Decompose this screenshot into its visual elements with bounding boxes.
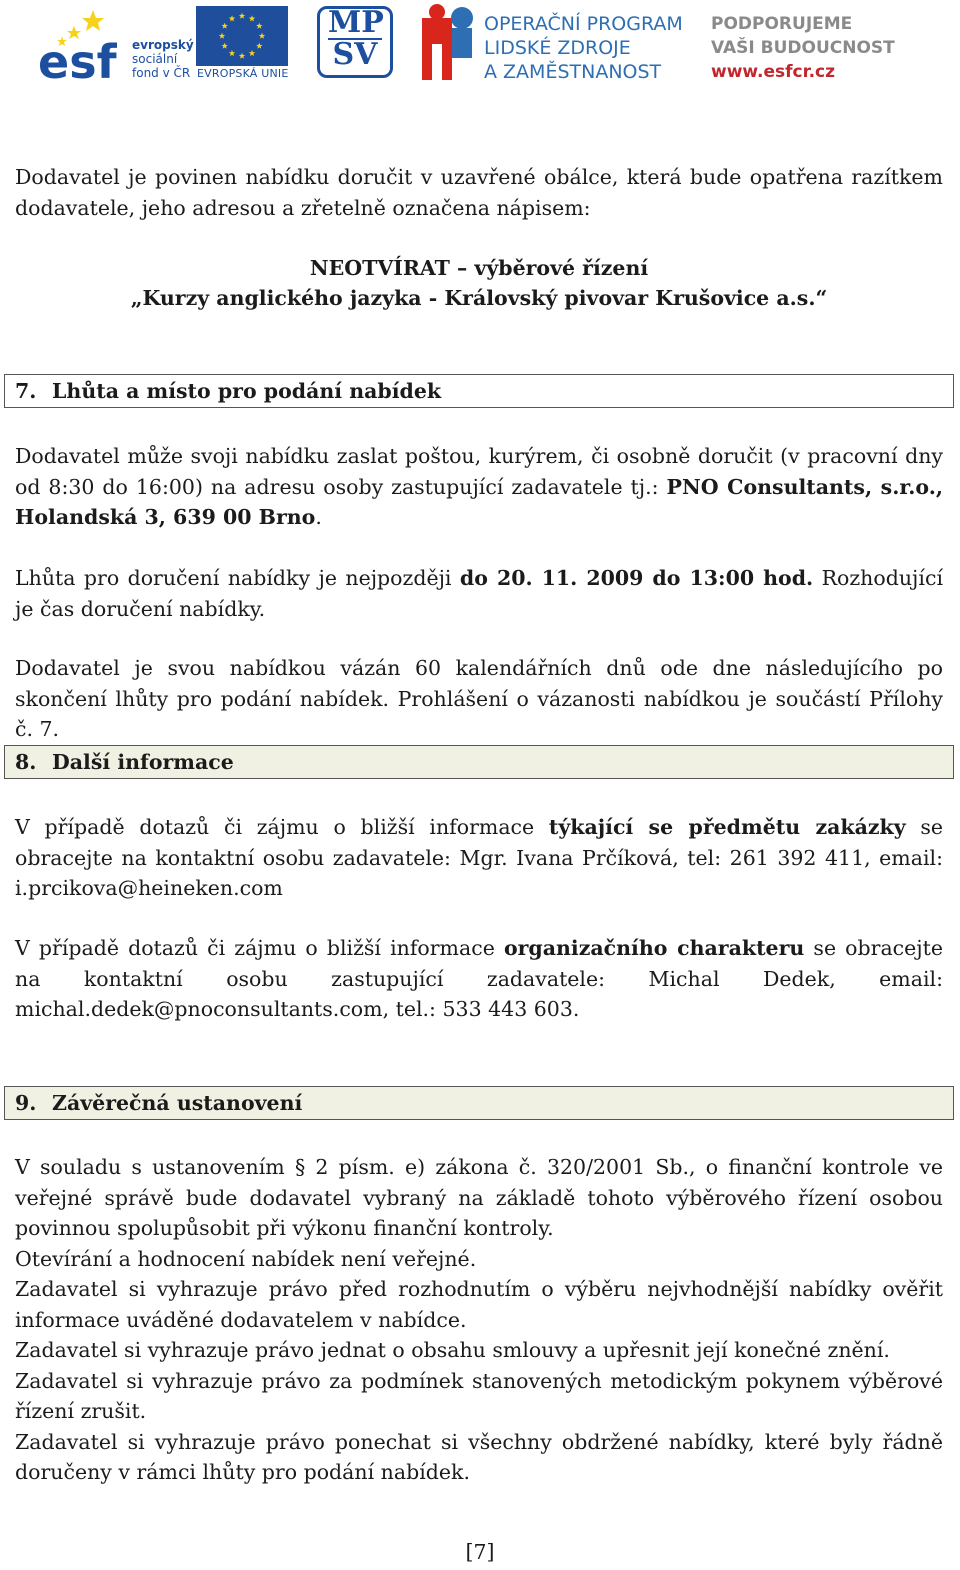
paragraph-text: Lhůta pro doručení nabídky je nejpozději (15, 566, 460, 590)
paragraph-text: Dodavatel může svoji nabídku zaslat poštou, kurýrem, či osobně doručit (v pracovní dny od 8:30 do 16:00) na adresu osoby zastupující zadavatele tj.: (15, 444, 943, 499)
section-number: 7. (15, 379, 37, 403)
section-title: Závěrečná ustanovení (52, 1091, 303, 1115)
support-url-link[interactable]: www.esfcr.cz (711, 62, 835, 82)
section-7-paragraph-1 (15, 441, 943, 533)
provision-paragraph: V souladu s ustanovením § 2 písm. e) zákona č. 320/2001 Sb., o finanční kontrole ve veřejné správě bude dodavatel vybraný na základě tohoto výběrového řízení osobou povinnou spolupůsobit při výkonu finanční kontroly. (15, 1155, 943, 1240)
op-lzz-caption-line: OPERAČNÍ PROGRAM (484, 13, 683, 35)
envelope-mark-line1: NEOTVÍRAT – výběrové řízení (309, 256, 649, 280)
support-slogan-line: VAŠI BUDOUCNOST (711, 38, 895, 58)
support-slogan-line: PODPORUJEME (711, 14, 853, 34)
paragraph-text: V případě dotazů či zájmu o bližší informace (15, 936, 504, 960)
header-logos (0, 0, 960, 100)
esf-logo-icon (38, 6, 128, 80)
intro-paragraph: Dodavatel je povinen nabídku doručit v uzavřené obálce, která bude opatřena razítkem dodavatele, jeho adresou a zřetelně označena nápisem: (15, 165, 943, 220)
section-number: 8. (15, 750, 37, 774)
eu-caption: EVROPSKÁ UNIE (197, 67, 289, 80)
provision-paragraph: Zadavatel si vyhrazuje právo jednat o obsahu smlouvy a upřesnit její konečné znění. (15, 1338, 890, 1362)
provision-paragraph: Otevírání a hodnocení nabídek není veřejné. (15, 1246, 477, 1271)
mpsv-logo-top: MP (328, 5, 384, 40)
section-7-heading (4, 374, 954, 408)
support-slogan (711, 12, 895, 84)
esf-caption-line: evropský (132, 38, 194, 52)
provision-paragraph: Zadavatel si vyhrazuje právo před rozhodnutím o výběru nejvhodnější nabídky ověřit informace uváděné dodavatelem v nabídce. (15, 1277, 943, 1332)
section-9-heading (4, 1086, 954, 1120)
esf-caption-line: sociální (132, 52, 178, 66)
op-lzz-caption-line: A ZAMĚSTNANOST (484, 61, 662, 83)
op-lzz-caption (484, 12, 683, 84)
section-8-paragraph-1 (15, 812, 943, 904)
svg-text:esf: esf (38, 35, 117, 80)
mpsv-logo-bottom: SV (332, 37, 378, 72)
provision-paragraph: Zadavatel si vyhrazuje právo ponechat si všechny obdržené nabídky, které byly řádně doručeny v rámci lhůty pro podání nabídek. (15, 1429, 943, 1484)
delivery-address: PNO Consultants, s.r.o., Holandská 3, 639 00 Brno (15, 474, 943, 529)
esf-caption-line: fond v ČR (132, 66, 191, 80)
page-number: [7] (465, 1540, 495, 1564)
op-lzz-caption-line: LIDSKÉ ZDROJE (484, 37, 631, 59)
section-title: Lhůta a místo pro podání nabídek (52, 379, 442, 403)
emphasis: týkající se předmětu zakázky (548, 815, 906, 839)
op-lzz-logo-icon (422, 4, 474, 80)
section-number: 9. (15, 1091, 37, 1115)
eu-flag-icon (196, 6, 288, 66)
esf-caption (132, 38, 194, 80)
section-7-paragraph-3: Dodavatel je svou nabídkou vázán 60 kalendářních dnů ode dne následujícího po skončení lhůty pro podání nabídek. Prohlášení o vázanosti nabídkou je součástí Přílohy č. 7. (15, 656, 943, 741)
paragraph-text: . (315, 505, 322, 529)
provision-paragraph: Zadavatel si vyhrazuje právo za podmínek stanovených metodickým pokynem výběrové řízení zrušit. (15, 1368, 943, 1423)
section-8-heading (4, 745, 954, 779)
contact-details: se obracejte na kontaktní osobu zastupující zadavatele: Michal Dedek, email: michal.dedek@pnoconsultants.com, tel.: 533 443 603. (15, 936, 944, 1021)
section-8-paragraph-2 (15, 933, 943, 1025)
section-7-paragraph-2 (15, 563, 943, 624)
paragraph-text: Rozhodující je čas doručení nabídky. (15, 566, 943, 621)
section-9-body (15, 1152, 943, 1488)
deadline: do 20. 11. 2009 do 13:00 hod. (459, 566, 814, 590)
mpsv-logo (322, 5, 388, 72)
emphasis: organizačního charakteru (503, 936, 805, 960)
section-title: Další informace (52, 750, 234, 774)
contact-details: se obracejte na kontaktní osobu zadavatele: Mgr. Ivana Prčíková, tel: 261 392 411, email: i.prcikova@heineken.com (15, 815, 944, 900)
envelope-mark-line2: „Kurzy anglického jazyka - Královský pivovar Krušovice a.s.“ (130, 286, 828, 310)
paragraph-text: V případě dotazů či zájmu o bližší informace (15, 815, 549, 839)
